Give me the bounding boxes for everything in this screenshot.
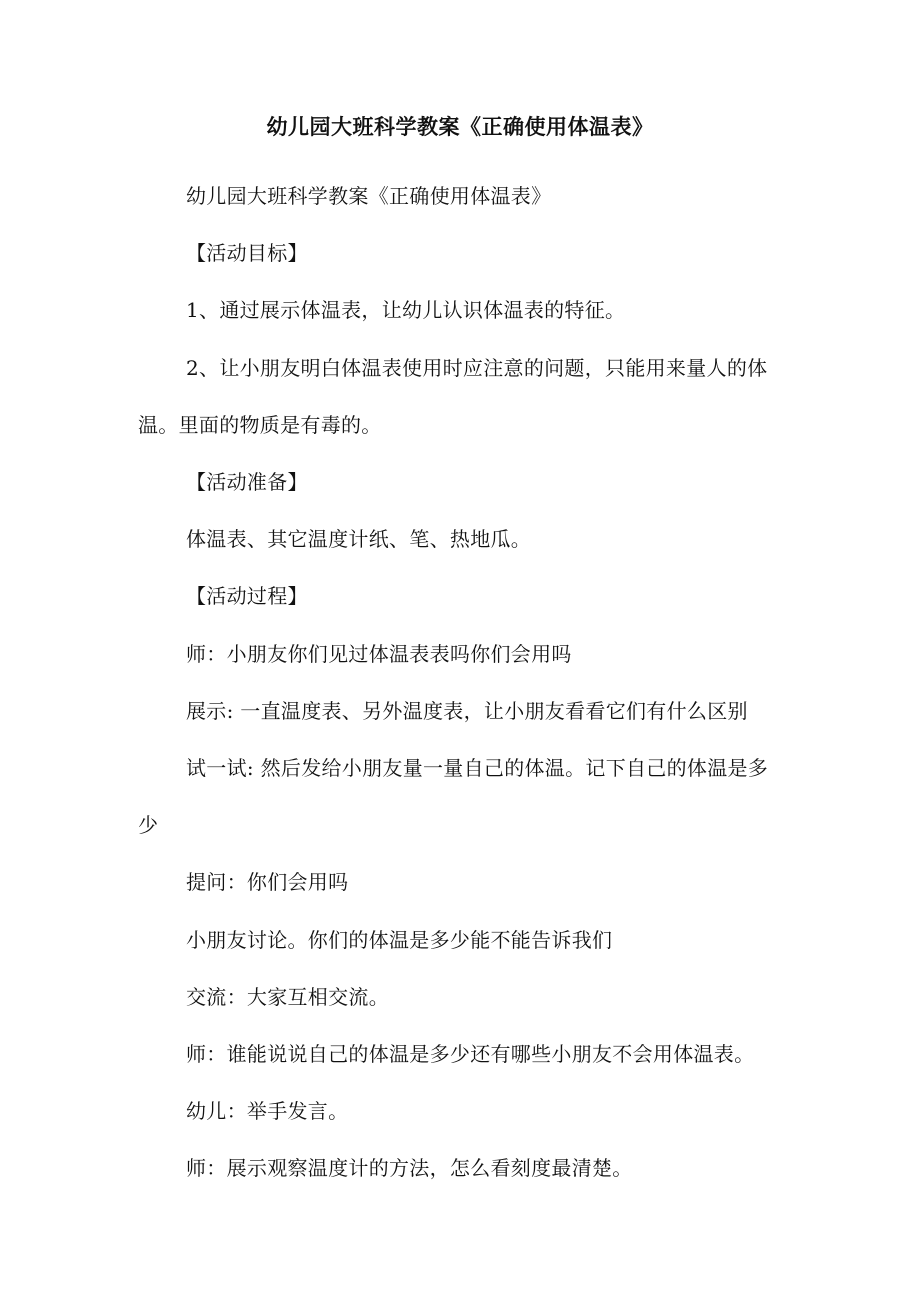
paragraph-exchange: 交流：大家互相交流。 — [186, 984, 389, 1009]
paragraph-goal-1: 1、通过展示体温表，让幼儿认识体温表的特征。 — [186, 298, 626, 323]
paragraph-goal-2: 2、让小朋友明白体温表使用时应注意的问题，只能用来量人的体温。里面的物质是有毒的。 — [138, 355, 768, 437]
paragraph-section-preparation: 【活动准备】 — [186, 470, 308, 495]
paragraph-section-goals: 【活动目标】 — [186, 241, 308, 266]
document-body — [138, 168, 788, 1198]
paragraph-subtitle: 幼儿园大班科学教案《正确使用体温表》 — [186, 184, 552, 208]
paragraph-materials: 体温表、其它温度计纸、笔、热地瓜。 — [186, 527, 532, 552]
paragraph-discuss: 小朋友讨论。你们的体温是多少能不能告诉我们 — [186, 927, 613, 952]
paragraph-children-respond: 幼儿：举手发言。 — [186, 1099, 349, 1124]
paragraph-teacher-demo: 师：展示观察温度计的方法，怎么看刻度最清楚。 — [186, 1156, 633, 1181]
paragraph-ask: 提问：你们会用吗 — [186, 870, 349, 895]
paragraph-show: 展示: 一直温度表、另外温度表，让小朋友看看它们有什么区别 — [186, 698, 748, 723]
paragraph-try: 试一试: 然后发给小朋友量一量自己的体温。记下自己的体温是多少 — [138, 756, 769, 838]
paragraph-teacher-question: 师：小朋友你们见过体温表表吗你们会用吗 — [186, 641, 572, 666]
paragraph-teacher-followup: 师：谁能说说自己的体温是多少还有哪些小朋友不会用体温表。 — [186, 1042, 755, 1067]
document-title: 幼儿园大班科学教案《正确使用体温表》 — [266, 115, 654, 139]
paragraph-section-process: 【活动过程】 — [186, 584, 308, 609]
